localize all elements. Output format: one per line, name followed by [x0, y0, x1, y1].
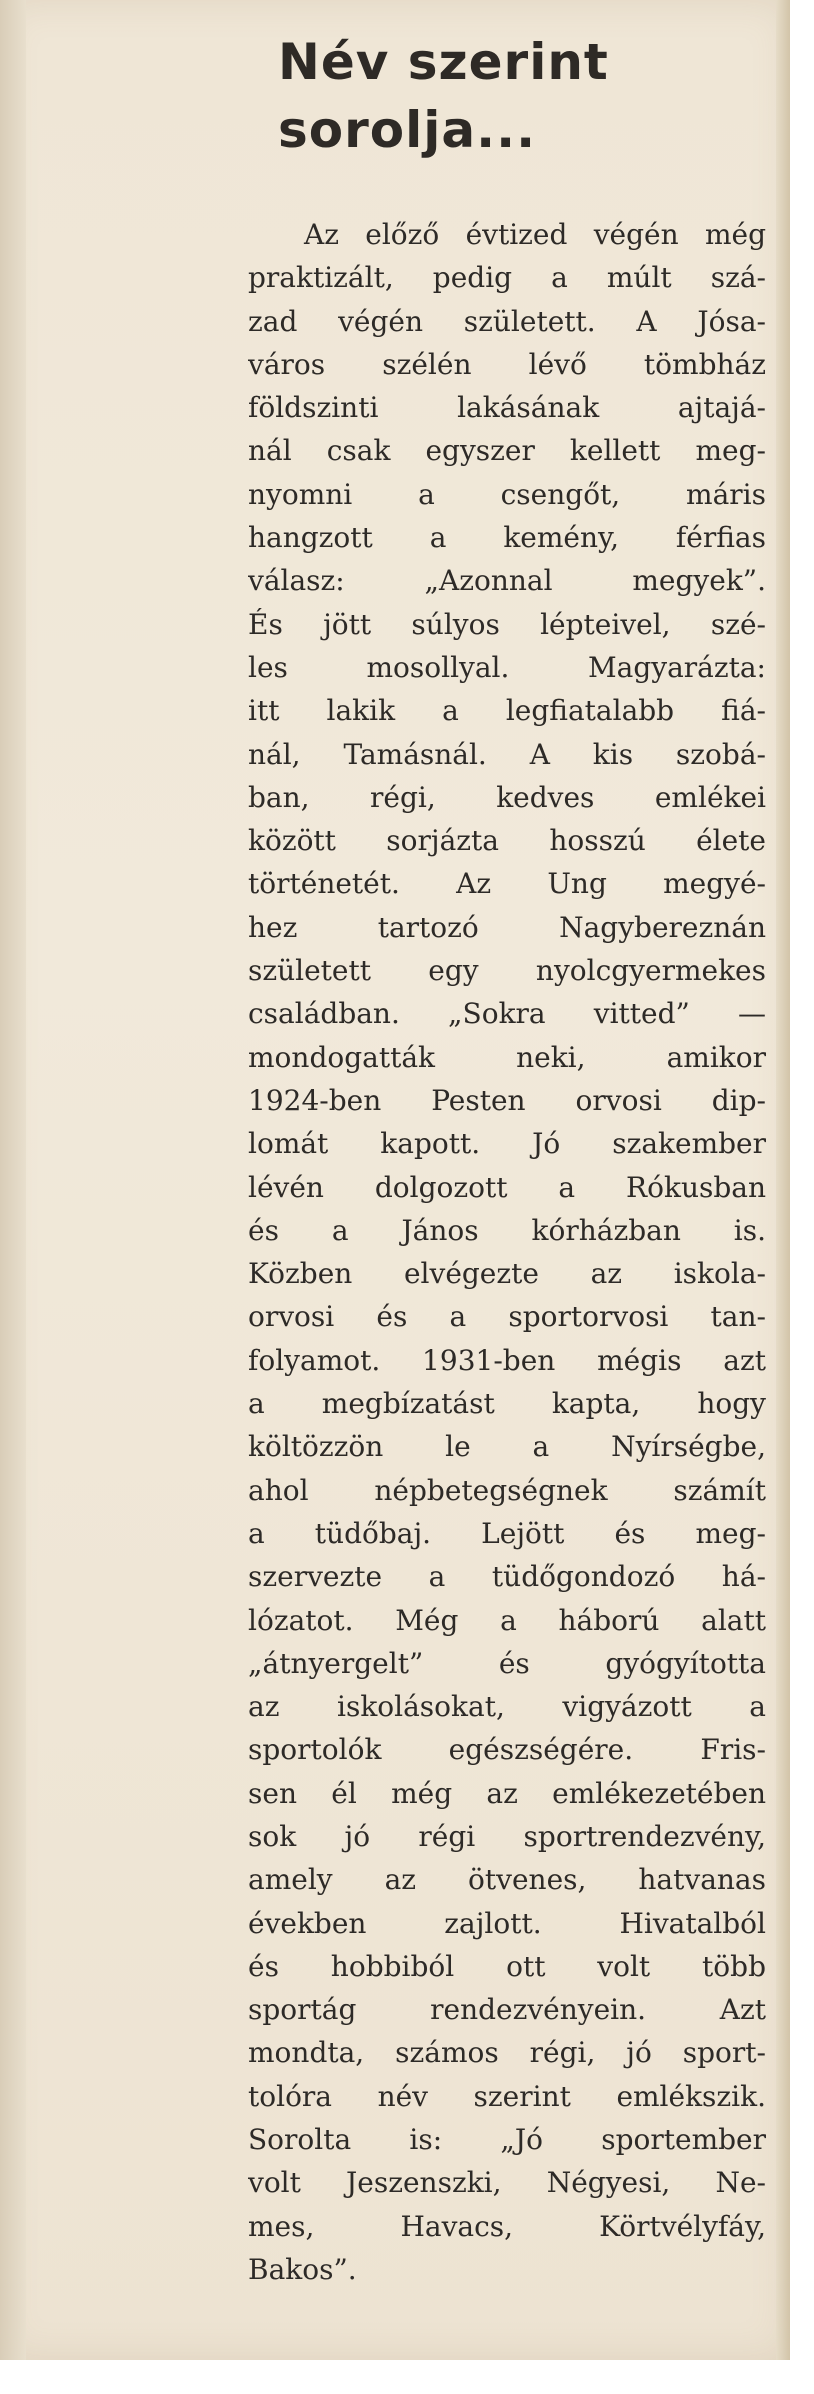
article-line: Bakos”. [248, 2252, 357, 2286]
headline-line-1: Név szerint [278, 33, 609, 91]
article-line: sportág rendezvényein. Azt [248, 1993, 766, 2027]
article-line: orvosi és a sportorvosi tan- [248, 1300, 766, 1334]
article-line: ahol népbetegségnek számít [248, 1473, 766, 1507]
article-line: született egy nyolcgyermekes [248, 954, 766, 988]
article-line: hez tartozó Nagybereznán [248, 910, 766, 944]
article-line: költözzön le a Nyírségbe, [248, 1430, 766, 1464]
article-line: mondogatták neki, amikor [248, 1040, 766, 1074]
article-line: ban, régi, kedves emlékei [248, 780, 766, 814]
article-line: nál csak egyszer kellett meg- [248, 434, 766, 468]
article-line: És jött súlyos lépteivel, szé- [248, 607, 766, 641]
article-line: sen él még az emlékezetében [248, 1776, 766, 1810]
article-line: les mosollyal. Magyarázta: [248, 650, 766, 684]
article-line: itt lakik a legfiatalabb fiá- [248, 694, 766, 728]
article-line: tolóra név szerint emlékszik. [248, 2079, 766, 2113]
article-line: praktizált, pedig a múlt szá- [248, 261, 766, 295]
article-line: a megbízatást kapta, hogy [248, 1387, 766, 1421]
article-body [248, 213, 766, 2291]
article-line: lévén dolgozott a Rókusban [248, 1170, 766, 1204]
paper-right-edge [776, 0, 790, 2360]
article-line: volt Jeszenszki, Négyesi, Ne- [248, 2166, 766, 2200]
article-line: között sorjázta hosszú élete [248, 824, 766, 858]
headline-line-2: sorolja... [278, 101, 537, 159]
article-line: családban. „Sokra vitted” — [248, 997, 766, 1031]
article-line: nál, Tamásnál. A kis szobá- [248, 737, 766, 771]
article-line: „átnyergelt” és gyógyította [248, 1646, 766, 1680]
article-line: történetét. Az Ung megyé- [248, 867, 766, 901]
article-line: nyomni a csengőt, máris [248, 477, 766, 511]
article-line: az iskolásokat, vigyázott a [248, 1690, 766, 1724]
article-line: években zajlott. Hivatalból [248, 1906, 766, 1940]
article-line: hangzott a kemény, férfias [248, 521, 766, 555]
article-line: sportolók egészségére. Fris- [248, 1733, 766, 1767]
article-line: szervezte a tüdőgondozó há- [248, 1560, 766, 1594]
article-line: mes, Havacs, Körtvélyfáy, [248, 2209, 766, 2243]
article-line: lózatot. Még a háború alatt [248, 1603, 766, 1637]
article-line: folyamot. 1931-ben mégis azt [248, 1343, 766, 1377]
article-line: válasz: „Azonnal megyek”. [248, 564, 766, 598]
article-line: Sorolta is: „Jó sportember [248, 2123, 766, 2157]
article-line: amely az ötvenes, hatvanas [248, 1863, 766, 1897]
article-line: Közben elvégezte az iskola- [248, 1257, 766, 1291]
article-line: és a János kórházban is. [248, 1213, 766, 1247]
article-line: mondta, számos régi, jó sport- [248, 2036, 766, 2070]
article-line: Az előző évtized végén még [304, 218, 766, 251]
paper-left-margin [0, 0, 26, 2360]
article-line: sok jó régi sportrendezvény, [248, 1819, 766, 1853]
article-line: és hobbiból ott volt több [248, 1949, 766, 1983]
article-line: város szélén lévő tömbház [248, 347, 766, 381]
article-line: 1924-ben Pesten orvosi dip- [248, 1083, 766, 1117]
article-line: földszinti lakásának ajtajá- [248, 391, 766, 425]
article-line: lomát kapott. Jó szakember [248, 1127, 766, 1161]
article-line: a tüdőbaj. Lejött és meg- [248, 1516, 766, 1550]
article-line: zad végén született. A Jósa- [248, 304, 766, 338]
article-headline [278, 28, 758, 164]
